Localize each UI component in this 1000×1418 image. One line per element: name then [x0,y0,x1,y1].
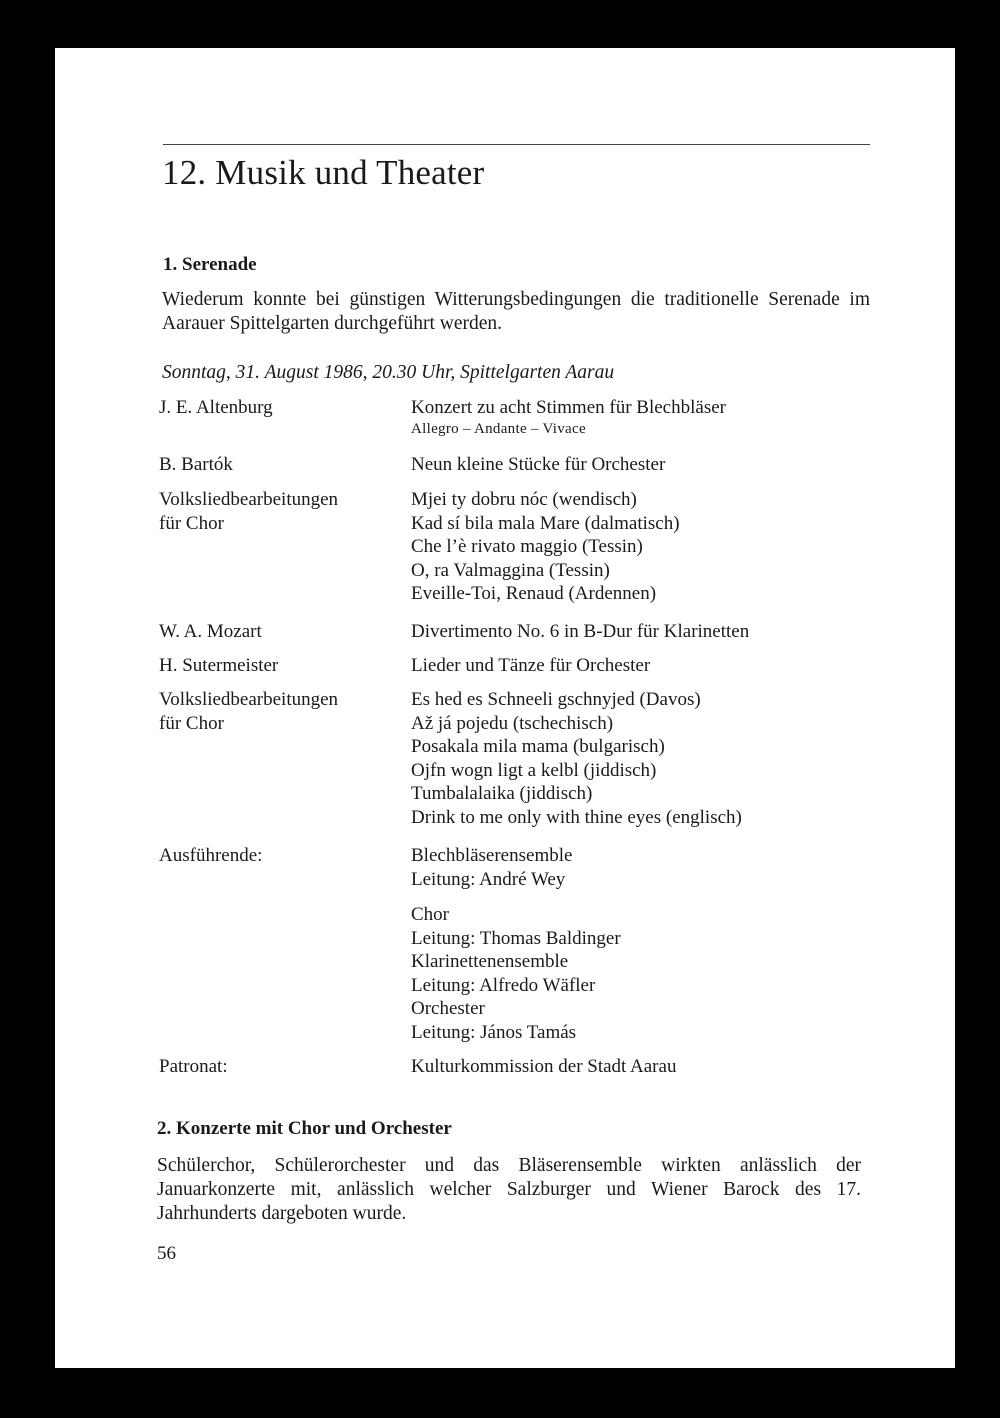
composer-line: für Chor [159,712,224,734]
work-line: Ojfn wogn ligt a kelbl (jiddisch) [411,759,657,781]
top-rule [163,144,870,145]
section2-heading: 2. Konzerte mit Chor und Orchester [157,1118,452,1139]
program-works [411,396,881,438]
work-line: Chor [411,904,449,925]
work-line: Lieder und Tänze für Orchester [411,655,651,676]
work-line: Leitung: André Wey [411,868,566,890]
work-line: Kulturkommission der Stadt Aarau [411,1056,677,1077]
work-line: Leitung: Thomas Baldinger [411,927,621,949]
work-line: Blechbläserensemble [411,845,573,866]
composer-line: W. A. Mozart [159,621,262,642]
work-line: Es hed es Schneeli gschnyjed (Davos) [411,689,701,710]
work-line: Leitung: János Tamás [411,1021,577,1043]
program-works [411,620,881,644]
program-composer [159,1055,399,1079]
program-works [411,844,881,891]
event-date-line: Sonntag, 31. August 1986, 20.30 Uhr, Spittelgarten Aarau [162,362,615,383]
work-line: Kad sí bila mala Mare (dalmatisch) [411,512,680,534]
section1-intro: Wiederum konnte bei günstigen Witterungsbedingungen die traditionelle Serenade im Aarauer Spittelgarten durchgeführt werden. [162,289,870,334]
document-page [55,48,955,1368]
program-composer [159,688,399,735]
work-line: Eveille-Toi, Renaud (Ardennen) [411,583,657,604]
program-composer [159,453,399,477]
program-works [411,654,881,678]
composer-line: H. Sutermeister [159,655,279,676]
work-line: Konzert zu acht Stimmen für Blechbläser [411,397,726,418]
program-works [411,488,881,606]
work-line: Posakala mila mama (bulgarisch) [411,736,665,757]
work-line: Che l’è rivato maggio (Tessin) [411,536,643,557]
work-line: Klarinettenensemble [411,951,569,972]
program-works [411,903,881,1044]
chapter-title: 12. Musik und Theater [162,153,485,192]
work-line: Orchester [411,998,485,1019]
composer-line: Ausführende: [159,845,263,866]
movement-list: Allegro – Andante – Vivace [411,420,586,437]
work-line: Tumbalalaika (jiddisch) [411,783,593,804]
program-works [411,453,881,477]
composer-line: für Chor [159,512,224,534]
program-composer [159,654,399,678]
work-line: Drink to me only with thine eyes (englisch) [411,806,742,828]
composer-line: Patronat: [159,1056,228,1077]
program-composer [159,488,399,535]
composer-line: Volksliedbearbeitungen [159,489,339,510]
section2-text: Schülerchor, Schülerorchester und das Bläserensemble wirkten anlässlich der Januarkonzerte mit, anlässlich welcher Salzburger und Wiener Barock des 17. Jahrhunderts dargeboten wurde. [157,1155,861,1224]
section1-heading: 1. Serenade [163,254,257,275]
composer-line: J. E. Altenburg [159,397,273,418]
composer-line: B. Bartók [159,454,233,475]
program-works [411,1055,881,1079]
program-works [411,688,881,829]
program-composer [159,620,399,644]
work-line: Až já pojedu (tschechisch) [411,712,614,734]
program-composer [159,844,399,868]
program-composer [159,396,399,420]
composer-line: Volksliedbearbeitungen [159,689,339,710]
work-line: O, ra Valmaggina (Tessin) [411,559,610,581]
work-line: Mjei ty dobru nóc (wendisch) [411,489,637,510]
page-number: 56 [157,1243,176,1264]
work-line: Leitung: Alfredo Wäfler [411,974,596,996]
work-line: Neun kleine Stücke für Orchester [411,454,666,475]
work-line: Divertimento No. 6 in B-Dur für Klarinetten [411,621,750,642]
